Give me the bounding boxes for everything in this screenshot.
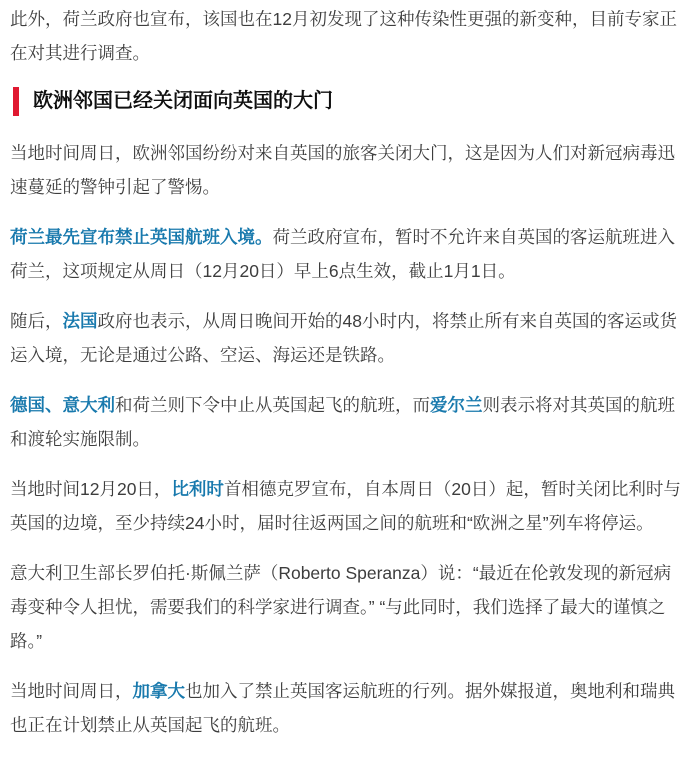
highlight-term: 法国	[62, 311, 98, 331]
text-run: 也加入了禁止英国客运航班的行列。据外媒报道，奥地利和瑞典也正在计划禁止从英国起飞的航班。	[10, 681, 675, 735]
section-heading-text: 欧洲邻国已经关闭面向英国的大门	[33, 90, 333, 112]
highlight-term: 荷兰最先宣布禁止英国航班入境。	[10, 227, 273, 247]
text-run: 首相德克罗宣布，自本周日（20日）起，暂时关闭比利时与英国的边境，至少持续24小时，届时往返两国之间的航班和“欧洲之星”列车将停运。	[10, 479, 681, 533]
highlight-term: 爱尔兰	[430, 395, 483, 415]
text-run: 荷兰政府宣布，暂时不允许来自英国的客运航班进入荷兰，这项规定从周日（12月20日）早上6点生效，截止1月1日。	[10, 227, 675, 281]
paragraph	[10, 472, 688, 540]
text-run: 和荷兰则下令中止从英国起飞的航班，而	[115, 395, 430, 415]
text-run: 意大利卫生部长罗伯托·斯佩兰萨（Roberto Speranza）说：“最近在伦敦发现的新冠病毒变种令人担忧，需要我们的科学家进行调查。” “与此同时，我们选择了最大的谨慎之路。”	[10, 563, 672, 651]
text-run: 政府也表示，从周日晚间开始的48小时内，将禁止所有来自英国的客运或货运入境，无论是通过公路、空运、海运还是铁路。	[10, 311, 677, 365]
paragraph	[10, 556, 688, 658]
highlight-term: 加拿大	[132, 681, 185, 701]
highlight-term: 比利时	[171, 479, 224, 499]
text-run: 随后，	[10, 311, 63, 331]
paragraph	[10, 136, 688, 204]
text-run: 当地时间周日，欧洲邻国纷纷对来自英国的旅客关闭大门，这是因为人们对新冠病毒迅速蔓延的警钟引起了警惕。	[10, 143, 675, 197]
paragraph	[10, 388, 688, 456]
section-heading	[10, 86, 688, 116]
text-run: 此外，荷兰政府也宣布，该国也在12月初发现了这种传染性更强的新变种，目前专家正在对其进行调查。	[10, 9, 677, 63]
paragraph	[10, 2, 688, 70]
paragraph	[10, 304, 688, 372]
text-run: 则表示将对其英国的航班和渡轮实施限制。	[10, 395, 675, 449]
heading-accent-bar	[13, 87, 19, 116]
text-run: 当地时间周日，	[10, 681, 133, 701]
paragraph	[10, 220, 688, 288]
paragraph	[10, 674, 688, 742]
text-run: 当地时间12月20日，	[10, 479, 172, 499]
highlight-term: 德国、意大利	[10, 395, 115, 415]
